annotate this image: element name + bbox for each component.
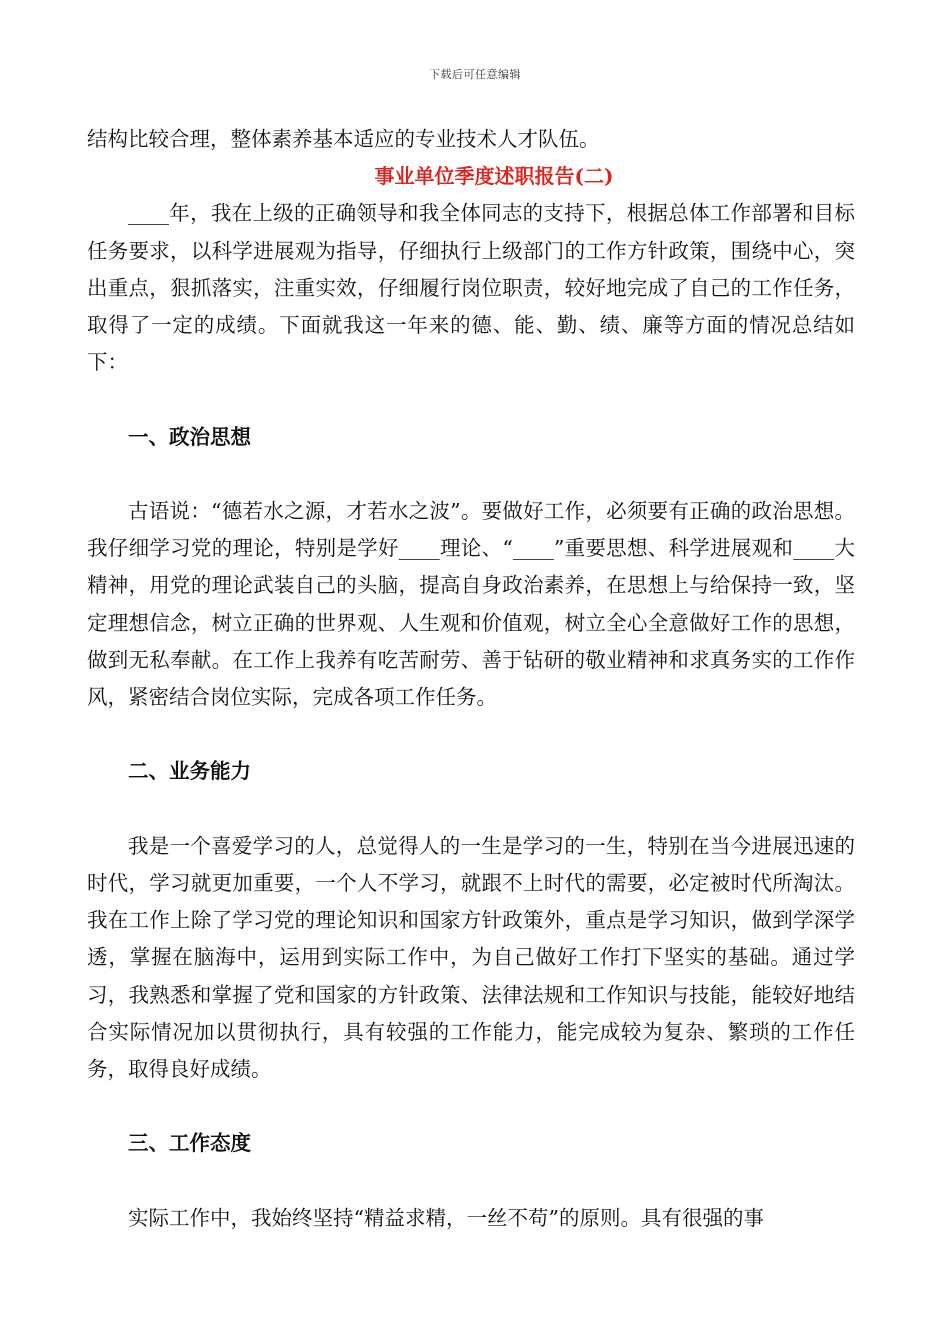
paragraph-spacer	[87, 791, 855, 828]
paragraph-spacer	[87, 716, 855, 753]
section-text-politics: 古语说：“德若水之源，才若水之波”。要做好工作，必须要有正确的政治思想。我仔细学习党的理论，特别是学好____理论、“____”重要思想、科学进展观和____大精神，用党的理论武装自己的头脑，提高自身政治素养，在思想上与给保持一致，坚定理想信念，树立正确的世界观、人生观和价值观，树立全心全意做好工作的思想，做到无私奉献。在工作上我养有吃苦耐劳、善于钻研的敬业精神和求真务实的工作作风，紧密结合岗位实际，完成各项工作任务。	[87, 498, 855, 709]
section-heading-attitude: 三、工作态度	[128, 1131, 251, 1156]
paragraph-spacer	[87, 1088, 855, 1125]
paragraph-spacer	[87, 1163, 855, 1200]
intro-paragraph: ____年，我在上级的正确领导和我全体同志的支持下，根据总体工作部署和目标任务要求，以科学进展观为指导，仔细执行上级部门的工作方针政策，围绕中心，突出重点，狠抓落实，注重实效，仔细履行岗位职责，较好地完成了自己的工作任务，取得了一定的成绩。下面就我这一年来的德、能、勤、绩、廉等方面的情况总结如下：	[87, 201, 855, 375]
section-heading-politics: 一、政治思想	[128, 424, 251, 449]
section-text-attitude: 实际工作中，我始终坚持“精益求精，一丝不苟”的原则。具有很强的事	[128, 1205, 764, 1230]
document-body	[87, 121, 855, 1237]
lead-line: 结构比较合理，整体素养基本适应的专业技术人才队伍。	[87, 127, 600, 151]
document-title: 事业单位季度述职报告(二)	[374, 164, 614, 189]
section-heading-ability: 二、业务能力	[128, 759, 251, 784]
section-text-ability: 我是一个喜爱学习的人，总觉得人的一生是学习的一生，特别在当今进展迅速的时代，学习就更加重要，一个人不学习，就跟不上时代的需要，必定被时代所淘汰。我在工作上除了学习党的理论知识和国家方针政策外，重点是学习知识，做到学深学透，掌握在脑海中，运用到实际工作中，为自己做好工作打下坚实的基础。通过学习，我熟悉和掌握了党和国家的方针政策、法律法规和工作知识与技能，能较好地结合实际情况加以贯彻执行，具有较强的工作能力，能完成较为复杂、繁琐的工作任务，取得良好成绩。	[87, 833, 855, 1081]
header-note: 下载后可任意编辑	[429, 68, 521, 81]
paragraph-spacer	[87, 381, 855, 418]
paragraph-spacer	[87, 456, 855, 493]
